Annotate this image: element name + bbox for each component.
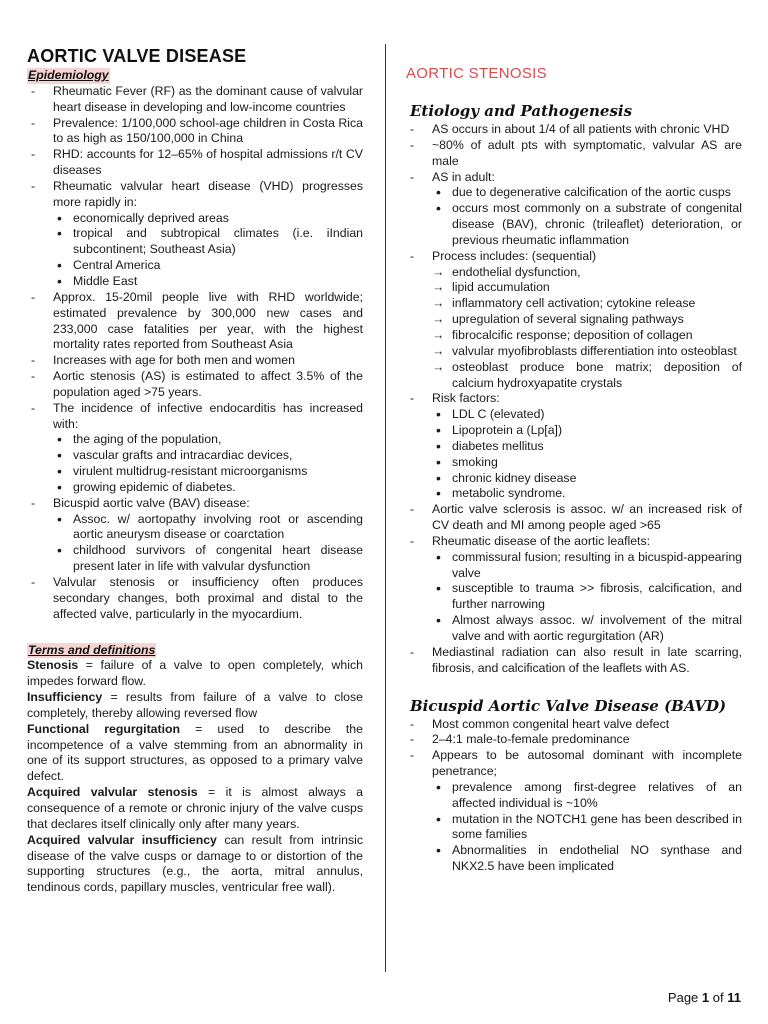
list-item: • prevalence among first-degree relatives of an affected individual is ~10% xyxy=(432,780,742,812)
term-text: = results from failure of a valve to close completely, thereby allowing reversed flow xyxy=(27,690,363,720)
column-divider xyxy=(385,44,386,972)
term-text: = it is almost always a consequence of a remote or chronic injury of the valve cusps that declares itself clinically only after many years. xyxy=(27,785,363,831)
list-item: - Approx. 15-20mil people live with RHD worldwide; estimated prevalence by 300,000 new cases and 233,000 case fatalities per year, with the highest mortality rates reported from Southeast Asia xyxy=(27,290,363,353)
epidemiology-heading: Epidemiology xyxy=(28,68,109,82)
list-item-text: The incidence of infective endocarditis has increased with: xyxy=(53,400,363,431)
document-title: AORTIC VALVE DISEASE xyxy=(27,46,247,66)
aortic-stenosis-title: AORTIC STENOSIS xyxy=(406,65,547,82)
rheumatic-list xyxy=(432,550,742,645)
list-item-text: Appears to be autosomal dominant with incomplete penetrance; xyxy=(432,748,742,779)
list-item: → inflammatory cell activation; cytokine release xyxy=(432,296,742,312)
epidemiology-list xyxy=(27,84,363,623)
bavd-heading: Bicuspid Aortic Valve Disease (BAVD) xyxy=(410,696,727,715)
list-item: - RHD: accounts for 12–65% of hospital admissions r/t CV diseases xyxy=(27,147,363,179)
list-item: • the aging of the population, xyxy=(53,432,363,448)
term-name: Functional regurgitation xyxy=(27,721,181,736)
list-item: • Central America xyxy=(53,258,363,274)
current-page: 1 xyxy=(701,990,710,1005)
list-item: - Aortic valve sclerosis is assoc. w/ an increased risk of CV death and MI among people aged >65 xyxy=(406,502,742,534)
terms-section xyxy=(27,643,363,897)
vhd-regions-list xyxy=(53,211,363,290)
total-pages: 11 xyxy=(727,990,741,1005)
left-column xyxy=(27,44,363,896)
list-item: → fibrocalcific response; deposition of collagen xyxy=(432,328,742,344)
list-item: • childhood survivors of congenital heart disease present later in life with valvular dysfunction xyxy=(53,543,363,575)
term-definition xyxy=(27,833,363,896)
list-item-text: Process includes: (sequential) xyxy=(432,248,597,263)
list-item xyxy=(27,179,363,290)
list-item-text: Rheumatic valvular heart disease (VHD) progresses more rapidly in: xyxy=(53,178,363,209)
list-item: → lipid accumulation xyxy=(432,280,742,296)
list-item xyxy=(27,496,363,575)
process-list xyxy=(432,265,742,392)
endocarditis-list xyxy=(53,432,363,495)
list-item: - AS occurs in about 1/4 of all patients with chronic VHD xyxy=(406,122,742,138)
list-item: • commissural fusion; resulting in a bicuspid-appearing valve xyxy=(432,550,742,582)
list-item: • due to degenerative calcification of the aortic cusps xyxy=(432,185,742,201)
list-item: • Almost always assoc. w/ involvement of the mitral valve and with aortic regurgitation (AR) xyxy=(432,613,742,645)
list-item xyxy=(406,391,742,502)
page-word: Page xyxy=(667,990,699,1005)
list-item-text: AS in adult: xyxy=(432,169,495,184)
list-item: • smoking xyxy=(432,455,742,471)
list-item: • occurs most commonly on a substrate of congenital disease (BAV), chronic (trileaflet) deterioration, or previous rheumatic inflammation xyxy=(432,201,742,249)
list-item: - ~80% of adult pts with symptomatic, valvular AS are male xyxy=(406,138,742,170)
bavd-list xyxy=(406,717,742,875)
list-item-text: Risk factors: xyxy=(432,391,500,406)
list-item xyxy=(27,401,363,496)
list-item: • metabolic syndrome. xyxy=(432,486,742,502)
term-text: = used to describe the incompetence of a valve stemming from an abnormality in one of its support structures, as opposed to a primary valve defect. xyxy=(27,721,363,784)
term-definition xyxy=(27,722,363,785)
term-text: can result from intrinsic disease of the valve cusps or damage to or distortion of the supporting structures (e.g., the aorta, mitral annulus, tendinous cords, papillary muscles, ventricular free wall). xyxy=(27,832,363,895)
list-item xyxy=(406,249,742,392)
etiology-heading: Etiology and Pathogenesis xyxy=(410,102,633,120)
list-item: → upregulation of several signaling pathways xyxy=(432,312,742,328)
list-item: • diabetes mellitus xyxy=(432,439,742,455)
list-item xyxy=(406,170,742,249)
risk-factors-list xyxy=(432,407,742,502)
right-column xyxy=(406,44,742,875)
list-item: - Most common congenital heart valve defect xyxy=(406,717,742,733)
list-item: • virulent multidrug-resistant microorganisms xyxy=(53,464,363,480)
term-name: Insufficiency xyxy=(27,690,103,705)
list-item: • chronic kidney disease xyxy=(432,471,742,487)
list-item: - Mediastinal radiation can also result in late scarring, fibrosis, and calcification of the leaflets with AS. xyxy=(406,645,742,677)
list-item-text: Bicuspid aortic valve (BAV) disease: xyxy=(53,495,250,510)
term-text: = failure of a valve to open completely, which impedes forward flow. xyxy=(27,658,363,689)
list-item: • Abnormalities in endothelial NO synthase and NKX2.5 have been implicated xyxy=(432,843,742,875)
etiology-list xyxy=(406,122,742,677)
list-item: - Valvular stenosis or insufficiency often produces secondary changes, both proximal and distal to the affected valve, particularly in the myocardium. xyxy=(27,575,363,623)
term-name: Stenosis xyxy=(27,658,79,673)
term-definition xyxy=(27,690,363,722)
list-item: → valvular myofibroblasts differentiation into osteoblast xyxy=(432,344,742,360)
term-definition xyxy=(27,658,363,690)
list-item: - Rheumatic Fever (RF) as the dominant cause of valvular heart disease in developing and low-income countries xyxy=(27,84,363,116)
term-definition xyxy=(27,785,363,833)
list-item: • Assoc. w/ aortopathy involving root or ascending aortic aneurysm disease or coarctation xyxy=(53,512,363,544)
list-item: - Prevalence: 1/100,000 school-age children in Costa Rica to as high as 150/100,000 in China xyxy=(27,116,363,148)
list-item: → endothelial dysfunction, xyxy=(432,265,742,281)
as-adult-list xyxy=(432,185,742,248)
list-item: • vascular grafts and intracardiac devices, xyxy=(53,448,363,464)
list-item: • economically deprived areas xyxy=(53,211,363,227)
page-number xyxy=(668,990,741,1005)
term-name: Acquired valvular stenosis xyxy=(27,785,198,800)
list-item: • growing epidemic of diabetes. xyxy=(53,480,363,496)
terms-heading: Terms and definitions xyxy=(28,642,156,657)
list-item: • Middle East xyxy=(53,274,363,290)
list-item: • LDL C (elevated) xyxy=(432,407,742,423)
list-item: • tropical and subtropical climates (i.e. iIndian subcontinent; Southeast Asia) xyxy=(53,226,363,258)
list-item-text: Rheumatic disease of the aortic leaflets: xyxy=(432,533,651,548)
bavd-sub-list xyxy=(432,780,742,875)
list-item: - 2–4:1 male-to-female predominance xyxy=(406,732,742,748)
of-word: of xyxy=(712,990,724,1005)
bav-list xyxy=(53,512,363,575)
list-item xyxy=(406,534,742,645)
list-item: - Increases with age for both men and women xyxy=(27,353,363,369)
list-item: → osteoblast produce bone matrix; deposition of calcium hydroxyapatite crystals xyxy=(432,360,742,392)
list-item: • susceptible to trauma >> fibrosis, calcification, and further narrowing xyxy=(432,581,742,613)
list-item: - Aortic stenosis (AS) is estimated to affect 3.5% of the population aged >75 years. xyxy=(27,369,363,401)
list-item: • mutation in the NOTCH1 gene has been described in some families xyxy=(432,812,742,844)
term-name: Acquired valvular insufficiency xyxy=(27,832,217,847)
list-item xyxy=(406,748,742,875)
list-item: • Lipoprotein a (Lp[a]) xyxy=(432,423,742,439)
